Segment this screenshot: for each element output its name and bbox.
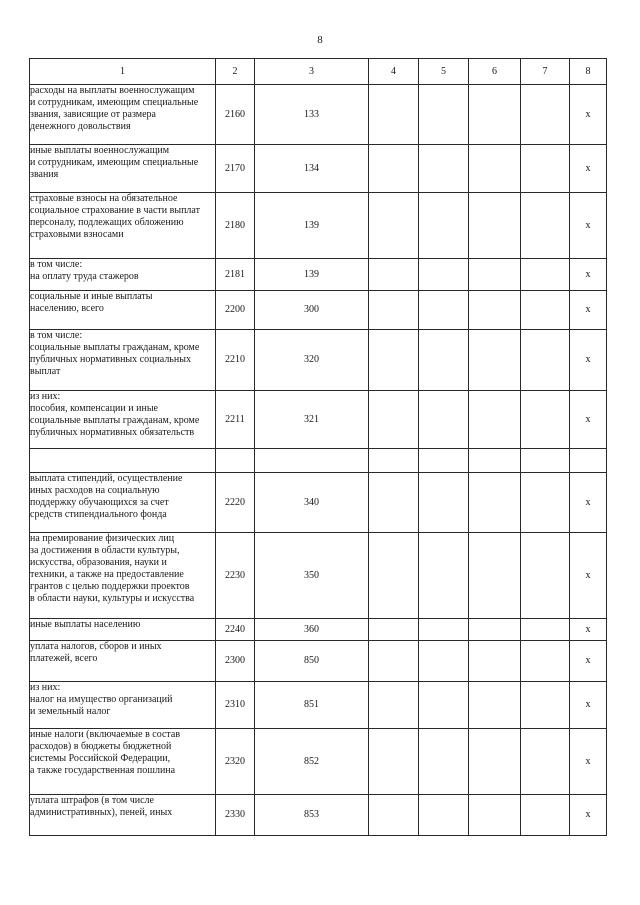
row-col-4 [369,682,419,729]
row-col-8: x [570,259,607,291]
row-line-code: 2300 [216,641,255,682]
table-row [30,391,607,449]
row-line-code: 2180 [216,193,255,259]
row-line-code [216,449,255,473]
row-name: иные выплаты военнослужащим и сотрудникам, имеющим специальные звания [30,145,216,193]
row-name: расходы на выплаты военнослужащим и сотрудникам, имеющим специальные звания, зависящие от размера денежного довольствия [30,85,216,145]
page-number: 8 [317,34,323,46]
row-budget-code: 133 [255,85,369,145]
row-budget-code: 852 [255,729,369,795]
row-col-5 [419,193,469,259]
row-name: в том числе: социальные выплаты гражданам, кроме публичных нормативных социальных выплат [30,330,216,391]
row-budget-code: 851 [255,682,369,729]
table-row [30,449,607,473]
row-col-4 [369,391,419,449]
row-col-5 [419,473,469,533]
header-col-2: 2 [216,59,255,85]
row-col-6 [469,259,521,291]
row-col-6 [469,795,521,836]
row-col-8: x [570,619,607,641]
row-line-code: 2310 [216,682,255,729]
row-col-5 [419,729,469,795]
row-col-7 [521,682,570,729]
row-col-8: x [570,473,607,533]
table-row [30,85,607,145]
row-col-4 [369,330,419,391]
header-col-3: 3 [255,59,369,85]
row-col-5 [419,795,469,836]
row-name: уплата налогов, сборов и иных платежей, всего [30,641,216,682]
table-row [30,729,607,795]
row-col-6 [469,473,521,533]
row-budget-code: 134 [255,145,369,193]
row-budget-code: 853 [255,795,369,836]
row-col-6 [469,619,521,641]
row-col-5 [419,291,469,330]
row-name: уплата штрафов (в том числе административных), пеней, иных [30,795,216,836]
row-col-4 [369,619,419,641]
header-col-8: 8 [570,59,607,85]
row-line-code: 2181 [216,259,255,291]
row-col-6 [469,193,521,259]
row-name: на премирование физических лиц за достижения в области культуры, искусства, образования, науки и техники, а также на предоставление грантов с целью поддержки проектов в области науки, культуры и искусства [30,533,216,619]
row-col-7 [521,795,570,836]
row-col-8: x [570,291,607,330]
row-name: из них: налог на имущество организаций и земельный налог [30,682,216,729]
row-col-6 [469,85,521,145]
row-col-8: x [570,193,607,259]
row-col-8: x [570,795,607,836]
row-col-4 [369,473,419,533]
row-budget-code: 350 [255,533,369,619]
row-name: в том числе: на оплату труда стажеров [30,259,216,291]
row-col-6 [469,330,521,391]
row-line-code: 2170 [216,145,255,193]
row-budget-code: 360 [255,619,369,641]
row-name: из них: пособия, компенсации и иные социальные выплаты гражданам, кроме публичных нормативных обязательств [30,391,216,449]
header-col-1: 1 [30,59,216,85]
row-col-4 [369,291,419,330]
row-col-7 [521,533,570,619]
table-row [30,619,607,641]
row-col-7 [521,619,570,641]
row-budget-code: 850 [255,641,369,682]
row-col-6 [469,291,521,330]
row-line-code: 2220 [216,473,255,533]
row-line-code: 2200 [216,291,255,330]
row-col-8: x [570,145,607,193]
row-col-7 [521,449,570,473]
row-col-4 [369,795,419,836]
row-line-code: 2210 [216,330,255,391]
row-col-7 [521,259,570,291]
header-col-7: 7 [521,59,570,85]
row-col-7 [521,641,570,682]
header-col-5: 5 [419,59,469,85]
row-line-code: 2211 [216,391,255,449]
table-row [30,641,607,682]
header-col-4: 4 [369,59,419,85]
row-budget-code: 340 [255,473,369,533]
row-col-5 [419,533,469,619]
row-budget-code: 139 [255,259,369,291]
table-row [30,682,607,729]
row-budget-code: 321 [255,391,369,449]
table-row [30,291,607,330]
table-row [30,259,607,291]
header-col-6: 6 [469,59,521,85]
row-col-4 [369,533,419,619]
row-name: социальные и иные выплаты населению, всего [30,291,216,330]
row-col-5 [419,85,469,145]
table-row [30,330,607,391]
row-line-code: 2320 [216,729,255,795]
row-col-4 [369,729,419,795]
row-col-4 [369,449,419,473]
row-name: иные налоги (включаемые в состав расходов) в бюджеты бюджетной системы Российской Федерации, а также государственная пошлина [30,729,216,795]
row-col-5 [419,619,469,641]
row-col-7 [521,391,570,449]
row-col-8: x [570,729,607,795]
table-row [30,145,607,193]
row-col-8: x [570,85,607,145]
row-name: выплата стипендий, осуществление иных расходов на социальную поддержку обучающихся за счет средств стипендиального фонда [30,473,216,533]
row-col-6 [469,449,521,473]
table-row [30,193,607,259]
row-col-7 [521,330,570,391]
row-line-code: 2330 [216,795,255,836]
report-table [29,58,607,836]
table-row [30,795,607,836]
row-col-6 [469,391,521,449]
row-budget-code: 300 [255,291,369,330]
row-col-6 [469,729,521,795]
table-row [30,473,607,533]
row-budget-code [255,449,369,473]
row-col-8: x [570,682,607,729]
row-col-5 [419,682,469,729]
row-budget-code: 139 [255,193,369,259]
row-col-7 [521,473,570,533]
row-col-5 [419,449,469,473]
row-col-4 [369,193,419,259]
row-col-7 [521,193,570,259]
row-col-5 [419,391,469,449]
row-col-8: x [570,533,607,619]
row-col-5 [419,259,469,291]
row-col-5 [419,145,469,193]
row-col-8: x [570,641,607,682]
row-col-7 [521,729,570,795]
row-col-4 [369,641,419,682]
row-line-code: 2160 [216,85,255,145]
header-row [30,59,607,85]
row-col-4 [369,259,419,291]
row-col-4 [369,145,419,193]
row-col-4 [369,85,419,145]
row-name [30,449,216,473]
row-col-7 [521,145,570,193]
row-col-6 [469,682,521,729]
row-name: иные выплаты населению [30,619,216,641]
row-budget-code: 320 [255,330,369,391]
row-col-5 [419,330,469,391]
row-col-8: x [570,391,607,449]
row-col-6 [469,533,521,619]
row-col-8: x [570,330,607,391]
row-col-6 [469,641,521,682]
row-line-code: 2240 [216,619,255,641]
row-col-5 [419,641,469,682]
row-line-code: 2230 [216,533,255,619]
row-col-7 [521,291,570,330]
row-col-7 [521,85,570,145]
row-col-6 [469,145,521,193]
row-col-8 [570,449,607,473]
row-name: страховые взносы на обязательное социальное страхование в части выплат персоналу, подлежащих обложению страховыми взносами [30,193,216,259]
table-row [30,533,607,619]
